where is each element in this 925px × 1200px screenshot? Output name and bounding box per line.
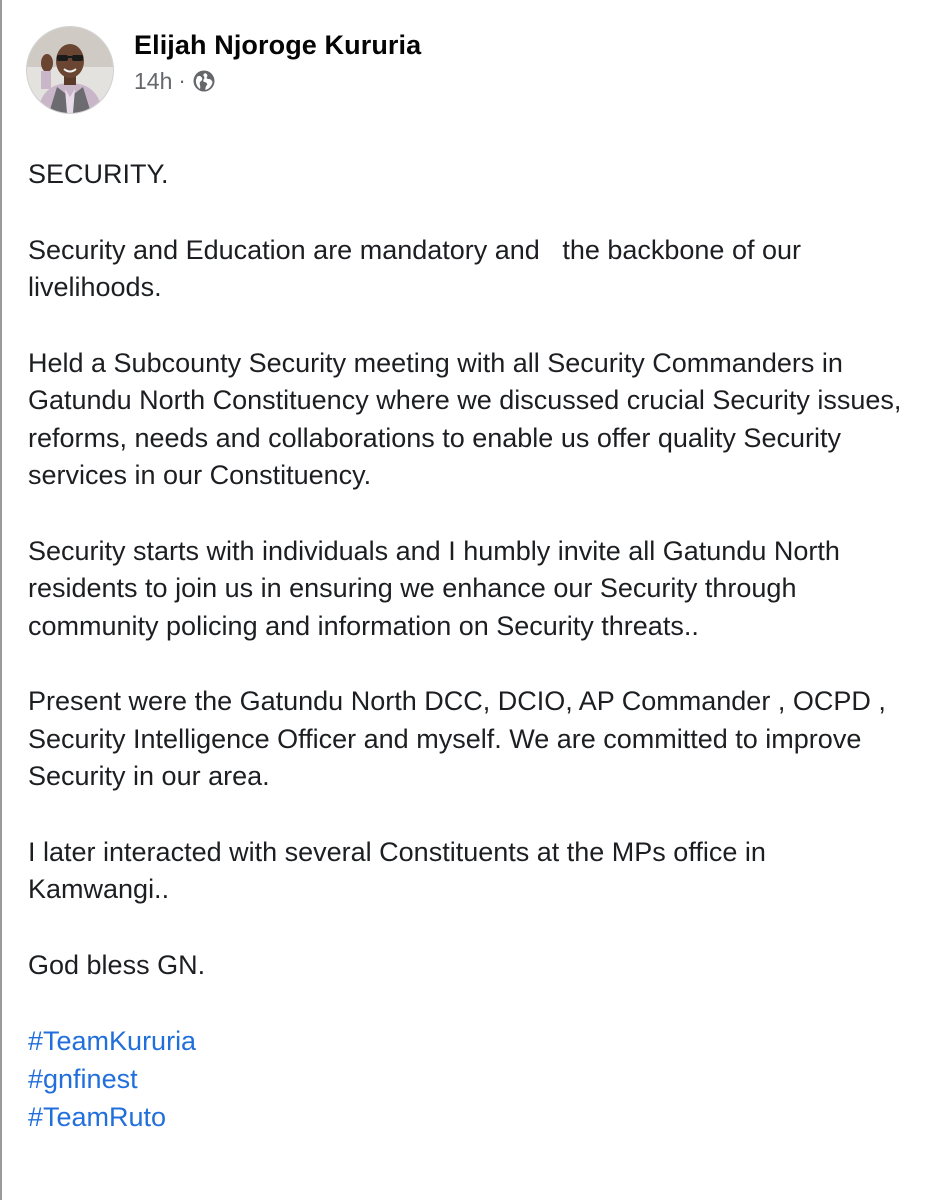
hashtag-link[interactable]: #TeamKururia [28,1026,197,1056]
header-text [134,26,421,95]
author-name[interactable]: Elijah Njoroge Kururia [134,30,422,60]
post-paragraph: I later interacted with several Constituents at the MPs office in Kamwangi.. [28,836,774,904]
avatar[interactable] [26,26,114,114]
post-paragraph: Present were the Gatundu North DCC, DCIO, AP Commander , OCPD , Security Intelligence Officer and myself. We are committed to improve Security in our area. [28,686,894,791]
globe-icon[interactable] [192,69,216,93]
post-header [26,26,421,116]
hashtag-link[interactable]: #gnfinest [28,1064,138,1094]
post-timestamp[interactable]: 14h [134,68,173,94]
post-paragraph: God bless GN. [28,949,206,980]
meta-separator: · [178,68,186,93]
left-border [0,0,2,1200]
post-paragraph: Security and Education are mandatory and the backbone of our livelihoods. [28,234,809,302]
profile-photo-icon [27,27,113,113]
post-paragraph: SECURITY. [28,159,169,189]
post-paragraph: Security starts with individuals and I humbly invite all Gatundu North residents to join us in ensuring we enhance our Security through community policing and information on Security threats.. [28,535,848,641]
hashtag-link[interactable]: #TeamRuto [28,1102,167,1132]
post-paragraph: Held a Subcounty Security meeting with all Security Commanders in Gatundu North Constituency where we discussed crucial Security issues, reforms, needs and collaborations to enable us offer quality Security services in our Constituency. [28,347,909,490]
hashtag-list [28,1022,908,1136]
post-meta [134,67,421,95]
post-body [28,156,908,1136]
